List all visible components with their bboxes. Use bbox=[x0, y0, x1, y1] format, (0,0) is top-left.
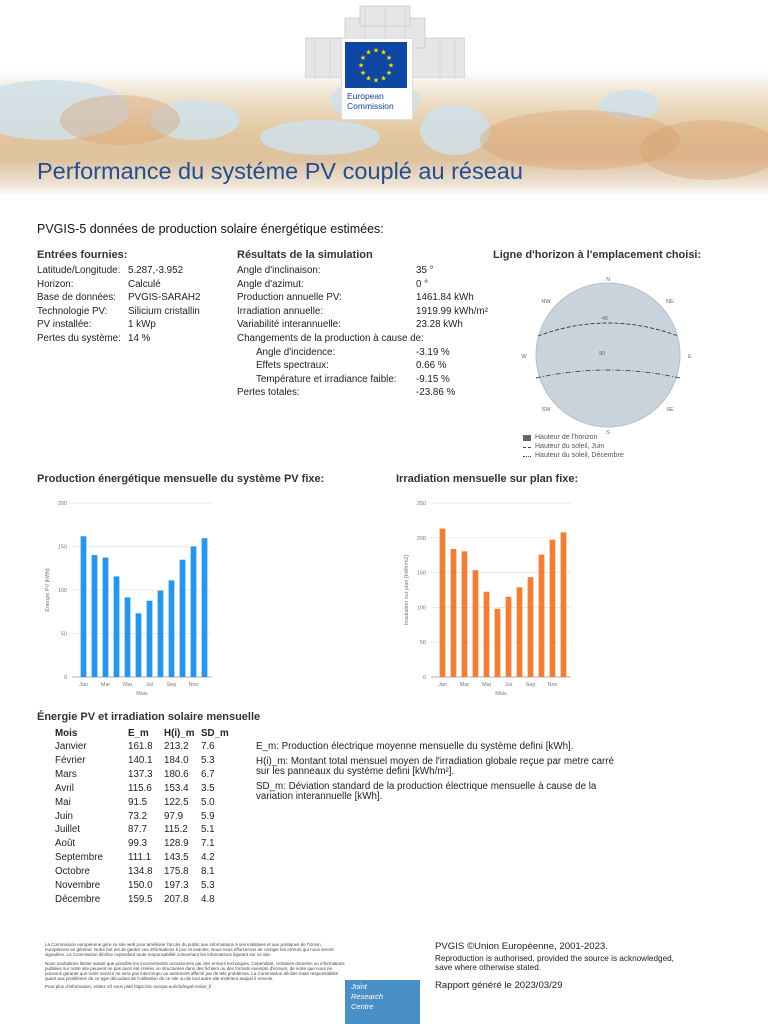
table-cell: Mars bbox=[55, 768, 77, 780]
table-cell: 134.8 bbox=[128, 866, 153, 878]
page-subtitle: PVGIS-5 données de production solaire énergétique estimées: bbox=[37, 222, 384, 236]
logo-text bbox=[347, 91, 394, 111]
x-tick-label: Sep bbox=[525, 682, 536, 688]
x-tick-label: Jan bbox=[438, 682, 447, 688]
production-bar-août bbox=[158, 591, 164, 677]
irradiation-bar-avril bbox=[473, 570, 479, 677]
irradiation-bar-octobre bbox=[539, 555, 545, 677]
y-axis-label: Irradiation sur plan [kWh/m2] bbox=[404, 554, 410, 626]
table-cell: 161.8 bbox=[128, 741, 153, 752]
table-cell: 87.7 bbox=[128, 824, 148, 836]
y-tick-label: 200 bbox=[416, 535, 426, 542]
direction-s: S bbox=[606, 430, 610, 436]
result-label: Angle d'incidence: bbox=[256, 346, 336, 358]
production-bar-mai bbox=[125, 597, 131, 677]
direction-sw: SW bbox=[541, 407, 551, 413]
result-value: 1919.99 kWh/m² bbox=[416, 305, 488, 317]
table-cell: 140.1 bbox=[128, 754, 153, 766]
input-label: Latitude/Longitude: bbox=[37, 265, 121, 276]
table-cell: Avril bbox=[55, 782, 74, 794]
result-label: Température et irradiance faible: bbox=[256, 373, 397, 385]
production-bar-avril bbox=[114, 576, 120, 677]
y-tick-label: 0 bbox=[422, 675, 426, 681]
table-cell: 7.6 bbox=[201, 741, 215, 752]
table-cell: 4.2 bbox=[201, 852, 215, 864]
input-value: Silicium cristallin bbox=[128, 305, 200, 317]
irradiation-bar-mars bbox=[462, 551, 468, 677]
table-cell: 115.6 bbox=[128, 782, 152, 794]
table-cell: Novembre bbox=[55, 880, 101, 891]
y-tick-label: 50 bbox=[60, 631, 67, 638]
result-label: Irradiation annuelle: bbox=[237, 305, 324, 317]
flag-star-icon: ★ bbox=[380, 49, 387, 57]
flag-star-icon: ★ bbox=[359, 55, 367, 62]
eu-flag-icon bbox=[345, 42, 407, 88]
table-cell: Juillet bbox=[55, 824, 81, 836]
production-bar-septembre bbox=[169, 580, 175, 677]
flag-star-icon: ★ bbox=[365, 49, 372, 57]
reproduction-line-1: Reproduction is authorised, provided the source is acknowledged, bbox=[435, 954, 674, 963]
report-date: Rapport généré le 2023/03/29 bbox=[435, 980, 563, 991]
page-title: Performance du systéme PV couplé au réseau bbox=[37, 158, 523, 184]
note-him: H(i)_m: Montant total mensuel moyen de l'irradiation globale reçue par metre carré sur les panneaux du système defini [kWh/m²]. bbox=[256, 756, 614, 777]
x-tick-label: Jui bbox=[145, 682, 154, 688]
flag-star-icon: ★ bbox=[385, 55, 393, 62]
reproduction-line-2: save where otherwise stated. bbox=[435, 963, 542, 972]
ring-45: 45 bbox=[602, 316, 609, 322]
direction-e: E bbox=[688, 354, 692, 360]
table-header-cell: H(i)_m bbox=[164, 728, 195, 739]
table-cell: 115.2 bbox=[164, 824, 188, 836]
y-tick-label: 200 bbox=[57, 501, 67, 507]
flag-star-icon: ★ bbox=[372, 77, 380, 85]
table-header-cell: SD_m bbox=[201, 728, 229, 739]
y-tick-label: 150 bbox=[57, 544, 67, 551]
table-cell: Janvier bbox=[55, 741, 87, 752]
y-tick-label: 150 bbox=[416, 570, 426, 577]
table-cell: 153.4 bbox=[164, 782, 189, 794]
input-label: Base de données: bbox=[37, 292, 116, 304]
irradiation-bar-juin bbox=[495, 609, 501, 677]
table-cell: 7.1 bbox=[201, 838, 215, 850]
table-cell: 5.3 bbox=[201, 754, 215, 766]
input-value: Calculé bbox=[128, 278, 161, 290]
irradiation-bar-août bbox=[517, 587, 523, 677]
table-cell: 91.5 bbox=[128, 796, 148, 808]
y-axis-label: Énergie PV [kWh] bbox=[45, 568, 51, 612]
irradiation-chart-heading: Irradiation mensuelle sur plan fixe: bbox=[396, 473, 579, 485]
flag-star-icon: ★ bbox=[380, 75, 387, 83]
y-tick-label: 100 bbox=[57, 588, 67, 594]
flag-star-icon: ★ bbox=[372, 47, 380, 55]
legend-horizon-swatch bbox=[523, 435, 531, 441]
note-sdm: SD_m: Déviation standard de la production électrique mensuelle à cause de la variation interannuelle [kWh]. bbox=[256, 781, 597, 802]
table-cell: 99.3 bbox=[128, 838, 148, 850]
x-tick-label: Jan bbox=[79, 682, 88, 688]
x-axis-label: Mois bbox=[136, 691, 148, 697]
legend-june-swatch bbox=[523, 447, 531, 448]
result-label: Angle d'azimut: bbox=[237, 278, 304, 290]
table-cell: 97.9 bbox=[164, 810, 184, 822]
y-tick-label: 100 bbox=[416, 605, 426, 612]
flag-star-icon: ★ bbox=[387, 62, 395, 70]
direction-w: W bbox=[521, 354, 527, 360]
legal-paragraph-1: La Commission européenne gère ce site web pour améliorer l'accès du public aux informations à ses initiatives et aux politiques de l'Union européenne en général. Notre but est de garder ces informations à jour et exactes. Nous nous efforcerons de corriger les erreurs qui nous seront signalées. La Commission décline cependant toute responsabilité concernant les informations figurant sur ce site. bbox=[45, 942, 334, 958]
irradiation-bar-juillet bbox=[506, 597, 512, 677]
result-value: -23.86 % bbox=[416, 387, 456, 399]
result-value: -9.15 % bbox=[416, 373, 450, 385]
result-label: Effets spectraux: bbox=[256, 360, 329, 372]
direction-ne: NE bbox=[666, 299, 674, 305]
table-cell: 150.0 bbox=[128, 880, 153, 891]
irradiation-bar-février bbox=[451, 549, 457, 677]
legend-december-swatch bbox=[523, 456, 531, 457]
legend-june: Hauteur du soleil, Juin bbox=[535, 443, 605, 450]
table-cell: Juin bbox=[55, 810, 73, 822]
production-bar-juin bbox=[136, 613, 142, 677]
table-header-cell: E_m bbox=[128, 728, 149, 739]
irradiation-bar-mai bbox=[484, 592, 490, 677]
input-label: Pertes du système: bbox=[37, 333, 121, 344]
production-bar-janvier bbox=[81, 536, 87, 677]
table-cell: 184.0 bbox=[164, 754, 189, 766]
copyright: PVGIS ©Union Européenne, 2001-2023. bbox=[435, 941, 608, 952]
logo-line-1: European bbox=[347, 91, 384, 101]
production-bar-juillet bbox=[147, 601, 153, 677]
note-em: E_m: Production électrique moyenne mensuelle du système defini [kWh]. bbox=[256, 741, 574, 752]
monthly-heading: Énergie PV et irradiation solaire mensuelle bbox=[37, 711, 261, 723]
table-cell: 207.8 bbox=[164, 893, 189, 905]
x-tick-label: Jui bbox=[504, 682, 513, 688]
legend-horizon: Hauteur de l'horizon bbox=[535, 434, 598, 441]
table-cell: 180.6 bbox=[164, 768, 189, 780]
table-cell: Février bbox=[55, 754, 86, 766]
table-cell: 5.9 bbox=[201, 810, 215, 822]
legal-paragraph-3: Pour plus d'information, visitez s'il vous plaît https://ec.europa.eu/info/legal-notice_fr bbox=[45, 984, 212, 990]
european-commission-logo bbox=[341, 38, 413, 120]
input-value: 14 % bbox=[128, 333, 151, 344]
table-cell: 6.7 bbox=[201, 768, 215, 780]
direction-n: N bbox=[606, 277, 610, 283]
flag-star-icon: ★ bbox=[365, 75, 372, 83]
y-tick-label: 250 bbox=[416, 501, 426, 507]
flag-star-icon: ★ bbox=[359, 70, 367, 77]
table-cell: 5.0 bbox=[201, 796, 215, 808]
inputs-heading: Entrées fournies: bbox=[37, 249, 128, 261]
production-bar-octobre bbox=[180, 560, 186, 677]
legal-paragraph-2: Nous souhaitons limiter autant que possible les inconvénients occasionnés par des erreurs techniques. Cependant, certaines données ou informations publiées sur notre site peuvent ne pas avoir été créées ou structurées dans des fichiers ou des formats exempts d'erreurs, de sorte que nous ne pouvons garantir que notre service ne sera pas interrompu ou autrement affecté par de tels problèmes. La Commission décline toute responsabilité quant aux problèmes de ce type découlant de l'utilisation de ce site ou de tout autre site extérieur auquel il renvoie. bbox=[45, 960, 345, 982]
result-value: 35 ° bbox=[416, 265, 434, 276]
table-cell: Septembre bbox=[55, 852, 103, 864]
table-cell: Octobre bbox=[55, 866, 90, 878]
table-cell: 159.5 bbox=[128, 893, 153, 905]
table-cell: Mai bbox=[55, 796, 71, 808]
table-cell: 128.9 bbox=[164, 838, 189, 850]
irradiation-bar-novembre bbox=[550, 540, 556, 677]
result-value: 23.28 kWh bbox=[416, 319, 463, 331]
result-label: Variabilité interannuelle: bbox=[237, 319, 341, 331]
x-axis-label: Mois bbox=[495, 691, 507, 697]
input-value: 5.287,-3.952 bbox=[128, 265, 184, 276]
production-bar-mars bbox=[103, 558, 109, 677]
x-tick-label: Nov bbox=[188, 682, 199, 688]
result-value: 0.66 % bbox=[416, 360, 447, 372]
result-label: Pertes totales: bbox=[237, 387, 300, 399]
table-cell: 137.3 bbox=[128, 768, 153, 780]
irradiation-bar-décembre bbox=[561, 532, 567, 677]
results-heading: Résultats de la simulation bbox=[237, 249, 373, 261]
production-chart-heading: Production énergétique mensuelle du système PV fixe: bbox=[37, 473, 325, 485]
direction-nw: NW bbox=[541, 299, 551, 305]
x-tick-label: Mar bbox=[459, 682, 470, 688]
result-label: Changements de la production à cause de: bbox=[237, 333, 424, 344]
legal-notice bbox=[45, 942, 345, 993]
jrc-line-1: Joint bbox=[351, 982, 367, 991]
table-cell: 73.2 bbox=[128, 810, 148, 822]
ring-90: 90 bbox=[599, 351, 606, 357]
result-value: -3.19 % bbox=[416, 346, 450, 358]
table-cell: 5.3 bbox=[201, 880, 215, 891]
result-value: 1461.84 kWh bbox=[416, 292, 474, 304]
table-cell: 213.2 bbox=[164, 741, 189, 752]
table-cell: 175.8 bbox=[164, 866, 189, 878]
result-label: Production annuelle PV: bbox=[237, 292, 342, 304]
irradiation-chart bbox=[396, 495, 586, 700]
table-cell: 111.1 bbox=[128, 852, 152, 864]
table-cell: 5.1 bbox=[201, 824, 215, 836]
horizon-heading: Ligne d'horizon à l'emplacement choisi: bbox=[493, 249, 702, 261]
table-cell: 197.3 bbox=[164, 880, 189, 891]
table-cell: 122.5 bbox=[164, 796, 189, 808]
result-value: 0 ° bbox=[416, 278, 429, 290]
input-label: Horizon: bbox=[37, 278, 74, 290]
production-bar-novembre bbox=[191, 547, 197, 678]
x-tick-label: Mai bbox=[482, 682, 491, 688]
flag-star-icon: ★ bbox=[357, 62, 365, 70]
input-label: PV installée: bbox=[37, 319, 92, 331]
production-bar-février bbox=[92, 555, 98, 677]
production-bar-décembre bbox=[202, 538, 208, 677]
x-tick-label: Mai bbox=[123, 682, 132, 688]
table-cell: Décembre bbox=[55, 893, 101, 905]
jrc-logo bbox=[345, 980, 420, 1024]
production-chart bbox=[37, 495, 227, 700]
x-tick-label: Sep bbox=[166, 682, 177, 688]
y-tick-label: 50 bbox=[419, 640, 426, 647]
irradiation-bar-janvier bbox=[440, 529, 446, 677]
jrc-line-2: Research bbox=[351, 992, 384, 1001]
input-label: Technologie PV: bbox=[37, 305, 108, 317]
table-cell: 143.5 bbox=[164, 852, 189, 864]
input-value: 1 kWp bbox=[128, 319, 156, 331]
table-cell: 3.5 bbox=[201, 782, 215, 794]
x-tick-label: Nov bbox=[547, 682, 558, 688]
flag-star-icon: ★ bbox=[385, 70, 393, 77]
table-cell: 8.1 bbox=[201, 866, 215, 878]
horizon-sky-disc bbox=[536, 283, 680, 427]
irradiation-bar-septembre bbox=[528, 577, 534, 677]
y-tick-label: 0 bbox=[63, 675, 67, 681]
logo-line-2: Commission bbox=[347, 101, 394, 111]
result-label: Angle d'inclinaison: bbox=[237, 265, 321, 276]
jrc-line-3: Centre bbox=[351, 1002, 374, 1011]
table-header-cell: Mois bbox=[55, 728, 78, 739]
x-tick-label: Mar bbox=[100, 682, 111, 688]
input-value: PVGIS-SARAH2 bbox=[128, 292, 201, 304]
direction-se: SE bbox=[666, 407, 674, 413]
legend-december: Hauteur du soleil, Décembre bbox=[535, 452, 624, 459]
table-cell: Août bbox=[55, 838, 76, 850]
table-cell: 4.8 bbox=[201, 893, 215, 905]
